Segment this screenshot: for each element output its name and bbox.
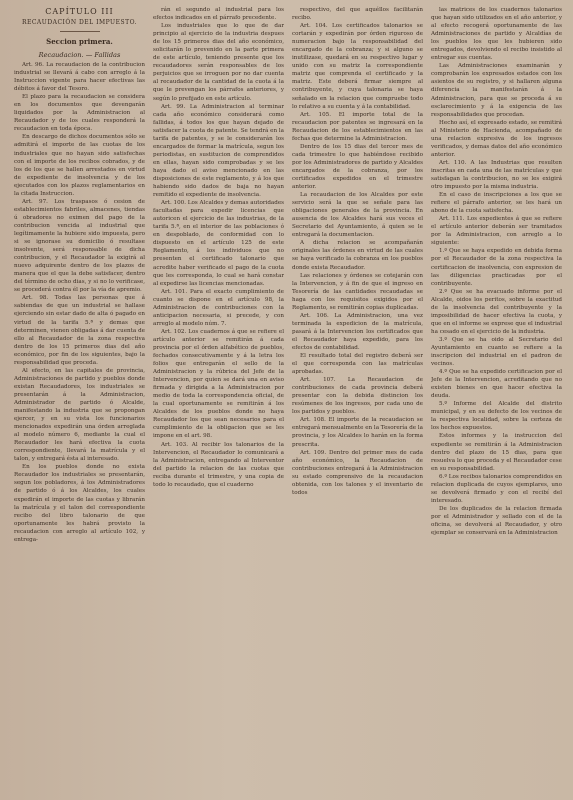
column-2-body — [153, 6, 284, 489]
column-1 — [14, 6, 145, 796]
subsection-heading: Recaudacion. — Fallidas — [38, 51, 121, 59]
paragraph: Art. 104. Los certificados talonarios se cortarán y expedirán por órden riguroso de numeracion bajo la responsabilidad del encargado de la cobranza; y si alguno se inutilizase, quedará en su respectivo lugar y unido con su matriz la correspondiente matriz que comprenda el certificado y la matriz. Este deberá firmar siempre al contribuyente, y cuya talonaria se haya señalado en la relacion que compruebe todo lo relativo a su cuenta y á la contabilidad. — [292, 23, 423, 110]
paragraph: Hecho así, el expresado estado, se remitirá al Ministerio de Hacienda, acompañado de una relacion expresiva de los ingresos verificados, y demas datos del año económico anterior. — [431, 119, 562, 158]
divider — [60, 31, 100, 32]
paragraph: Art. 110. A las Industrias que resulten inscritas en cada una de las matrículas y que satisfagan la contribucion, no se les exigirá otro impuesto por la misma industria. — [431, 159, 562, 191]
paragraph: El plazo para la recaudacion se considera en los documentos que devengarán liquidados por la Administracion al Recaudador y de los cuales responderá la recaudacion en toda época. — [14, 94, 145, 133]
paragraph: las matrices de los cuadernos talonarios que hayan sido utilizados en el año anterior, y al efecto recogerá oportunamente de las Administraciones de partido y Alcaldías de los pueblos los que les hubieren sido entregados, devolviendo el recibo insistido al entregar sus cuentas. — [431, 7, 562, 62]
paragraph: Art. 96. La recaudacion de la contribucion industrial se llevará á cabo con arreglo á la Instruccion vigente para hacer efectivas las débitos á favor del Tesoro. — [14, 62, 145, 93]
paragraph: Art. 97. Los traspasos ó cesion de establecimientos fabriles, almacenes, tiendas ú obradores no eximen del pago de la contribucion vencida al industrial que legítimamente la hubiere sido impuesta, pero si se ignorase su domicilio ó resultase insolvente, será responsable de dicha contribucion, y el Recaudador la exigirá al nuevo adquirente dentro de los plazos de manera que el que la debe satisfacer, dentro del término de ocho dias, y si no lo verificase, se procederá contra él por la vía de apremio. — [14, 198, 145, 294]
paragraph: Art. 107. La Recaudacion de contribuciones de cada provincia deberá presentar con la debida distincion los resúmenes de los ingresos, por cada uno de los partidos y pueblos. — [292, 377, 423, 416]
column-2 — [153, 6, 284, 796]
chapter-title: RECAUDACIÓN DEL IMPUESTO. — [21, 19, 138, 26]
paragraph: Al efecto, en las capitales de provincia, Administraciones de partido y pueblos donde existan Recaudadores, los industriales se presentarán á la Administracion, Administrador de partido ó Alcalde, manifestando la industria que se propongan ejercer, y en su vista los funcionarios mencionados expedirán una órden arreglada al modelo número 6, mediante la cual el Recaudador les hará efectiva la cuota correspondiente, llevará la matrícula y el talon, y entregará ésta al interesado. — [14, 367, 145, 463]
paragraph: En descargo de dichos documentos sólo se admitirá el importe de las cuotas de los industriales que no hayan sido satisfechas con el importe de los recibos cobrados, y de los de los que se hallen arrestados en virtud de expediente de insolvencia y de los ejecutados con los plazos reglamentarios en la citada Instruccion. — [14, 134, 145, 197]
paragraph: respectivo, del que aquéllos facilitarán recibo. — [292, 7, 423, 22]
paragraph: Art. 108. El importe de la recaudacion se entregará mensualmente en la Tesorería de la provincia, y los Alcaldes lo harán en la forma prescrita. — [292, 417, 423, 448]
column-1-body — [14, 61, 145, 544]
paragraph: Las relaciones y órdenes se cotejarán con la Intervencion, y á fin de que el ingreso en Tesorería de las cantidades recaudadas se haga con los requisitos exigidos por el Reglamento, se remitirán copias duplicadas. — [292, 272, 423, 311]
column-4 — [431, 6, 562, 796]
paragraph: Las Administraciones examinarán y comprobarán los expresados estados con los asientos de su registro, y si hallaren alguna diferencia la manifestarán á la Administracion, para que se proceda á su esclarecimiento y á la exigencia de las responsabilidades que procedan. — [431, 63, 562, 118]
text-columns — [14, 6, 563, 796]
column-4-body — [431, 6, 562, 537]
paragraph: Estos informes y la instruccion del expediente se remitirán á la Administracion dentro del plazo de 15 dias, para que resuelva lo que proceda y el Recaudador cese en su responsabilidad. — [431, 433, 562, 472]
paragraph: rán el segundo al industrial para los efectos indicados en el párrafo precedente. — [153, 7, 284, 22]
paragraph: En los pueblos donde no exista Recaudador los industriales se presentarán, segun los pobladores, á los Administradores de partido ó á los Alcaldes, los cuales expedirán el importe de las cuotas y librarán la matrícula y el talon del correspondiente recibo del libro talonario de que oportunamente les habrá provisto la recaudacion con arreglo al artículo 102, y entrega- — [14, 464, 145, 543]
paragraph: Los industriales que lo que de dar principio al ejercicio de la industria despues de los 15 primeros dias del año económico, solicitarán lo prevenido en la parte primera de este artículo, teniendo presente que los recaudadores serán responsables de los perjuicios que se irroguen por no dar cuenta al recaudador de la cantidad de la cuota á la que le prevengan los párrafos anteriores, y según lo prefijado en este artículo. — [153, 23, 284, 102]
paragraph: 3.º Que se ha oido al Secretario del Ayuntamiento en cuanto se refiere a la inscripcion del industrial en el padron de vecinos. — [431, 336, 562, 368]
paragraph: Art. 98. Todas las personas que á sabiendas de que un industrial se hallase ejerciendo sin estar dado de alta ó pagado en virtud de la tarifa 5.ª y demas que determinen, vienen obligadas á dar cuenta de ello al Recaudador de la zona respectiva dentro de los 15 primeros dias del año económico, por fin de los siguientes, bajo la responsabilidad que proceda. — [14, 295, 145, 366]
paragraph: 5.º Informe del Alcalde del distrito municipal, y en su defecto de los vecinos de la respectiva localidad, sobre la certeza de los hechos expuestos. — [431, 401, 562, 432]
paragraph: En el caso de inscripciones a los que se refiere el párrafo anterior, se les hará un abono de la cuota satisfecha. — [431, 192, 562, 215]
paragraph: Art. 106. La Administracion, una vez terminada la expedicion de la matrícula, pasará á la Intervencion los certificados que el Recaudador haya expedido, para los efectos de contabilidad. — [292, 312, 423, 351]
paragraph: Dentro de los 15 dias del tercer mes de cada trimestre lo que habiéndose recibido por los Administradores de partido y Alcaldes encargados de la cobranza, por los certificados expedidos en el trimestre anterior. — [292, 143, 423, 191]
paragraph: Art. 102. Los cuadernos á que se refiere el artículo anterior se remitirán á cada provincia por el órden alfabético de pueblos, fechados consecutivamente y á la letra los folios que entregarán el sello de la Administracion y la rúbrica del Jefe de la Intervencion, por quien se dará una en aviso firmada y dirigida a la Administracion por medio de toda la correspondencia oficial, de la cual oportunamente se remitirán á los Alcaldes de los pueblos donde no haya Recaudador los que sean necesarios para el cumplimiento de la obligacion que se les impone en el art. 98. — [153, 328, 284, 440]
paragraph: Art. 109. Dentro del primer mes de cada año económico, la Recaudacion de contribuciones entregará á la Administracion su estado comprensivo de la recaudacion obtenida, con los talones y el inventario de todos — [292, 449, 423, 496]
paragraph: El resultado total del registro deberá ser el que corresponda con las matrículas aprobadas. — [292, 353, 423, 376]
paragraph: La recaudacion de los Alcaldes por este servicio será la que se señale para las obligaciones generales de la provincia. En ausencia de los Alcaldes hará sus veces el Secretario del Ayuntamiento, á quien se le entregará la documentacion. — [292, 192, 423, 239]
paragraph: Art. 111. Los expedientes á que se refiere el artículo anterior deberán ser tramitados por la Administracion, con arreglo a lo siguiente: — [431, 216, 562, 247]
paragraph: 1.º Que se haya expedido en debida forma por el Recaudador de la zona respectiva la certificacion de insolvencia, con expresion de las diligencias practicadas por el contribuyente. — [431, 248, 562, 287]
paragraph: Art. 103. Al recibir los talonarios de la Intervencion, el Recaudador lo comunicará a la Administracion, entregando al Interventor del partido la relacion de las cuotas que reciba durante el trimestre, y una copia de todo lo recaudado, que el cuaderno — [153, 441, 284, 488]
paragraph: 4.º Que se ha expedido certificacion por el Jefe de la Intervencion, acreditando que no existen bienes en que hacer efectiva la deuda. — [431, 369, 562, 400]
section-heading: Seccion primera. — [46, 37, 113, 46]
paragraph: Art. 99. La Administracion al terminar cada año económico considerará como fallidas, á todos los que hayan dejado de satisfacer la cuota de patente. Se tendrá en la tarifa de patentes, y se le considerarán los encargados de formar la matrícula, segun los periodistas, en sustitucion de comprendidos en ellas, hayan sido comprobadas y se les haya dado el aviso mencionado en las disposiciones de este reglamento, y á los que habiendo sido dados de baja no hayan remitido el expediente de insolvencia. — [153, 103, 284, 199]
paragraph: Art. 100. Los Alcaldes y demas autoridades facultadas para expedir licencias que autoricen el ejercicio de las industrias, de la tarifa 5.ª, en el interior de las poblaciones ó en despoblado, de conformidad con lo dispuesto en el artículo 125 de este Reglamento, á los individuos que no presenten el certificado talonario que acredite haber verificado el pago de la cuota que les corresponda, lo cual se hará constar al expedirse las licencias mencionadas. — [153, 200, 284, 287]
paragraph: Art. 101. Para el exacto cumplimiento de cuanto se dispone en el artículo 98, la Administracion de contribuciones con la anticipacion necesaria, si precede, y con arreglo al modelo núm. 7. — [153, 288, 284, 327]
paragraph: A dicha relacion se acompañarán originales las órdenes en virtud de las cuales se haya verificado la cobranza en los pueblos donde exista Recaudador. — [292, 240, 423, 271]
paragraph: Art. 105. El importe total de la recaudacion por patentes se ingresará en la Recaudacion de los establecimientos en las fechas que determine la Administracion. — [292, 111, 423, 142]
column-3-body — [292, 6, 423, 497]
paragraph: De los duplicados de la relacion firmada por el Administrador y sellado con el de la oficina, se devolverá al Recaudador, y otro ejemplar se conservará en la Administracion — [431, 505, 562, 537]
paragraph: 2.º Que se ha evacuado informe por el Alcalde, oidos los peritos, sobre la exactitud de la insolvencia del contribuyente y la imposibilidad de hacer efectiva la cuota, y que en el informe se exprese que el industrial ha cesado en el ejercicio de la industria. — [431, 288, 562, 335]
column-3 — [292, 6, 423, 796]
chapter-heading: CAPÍTULO III — [45, 7, 114, 16]
paragraph: 6.º Los recibos talonarios comprendidos en relacion duplicada de cuyos ejemplares, uno se devolverá firmado y con el recibí del interesado. — [431, 473, 562, 504]
